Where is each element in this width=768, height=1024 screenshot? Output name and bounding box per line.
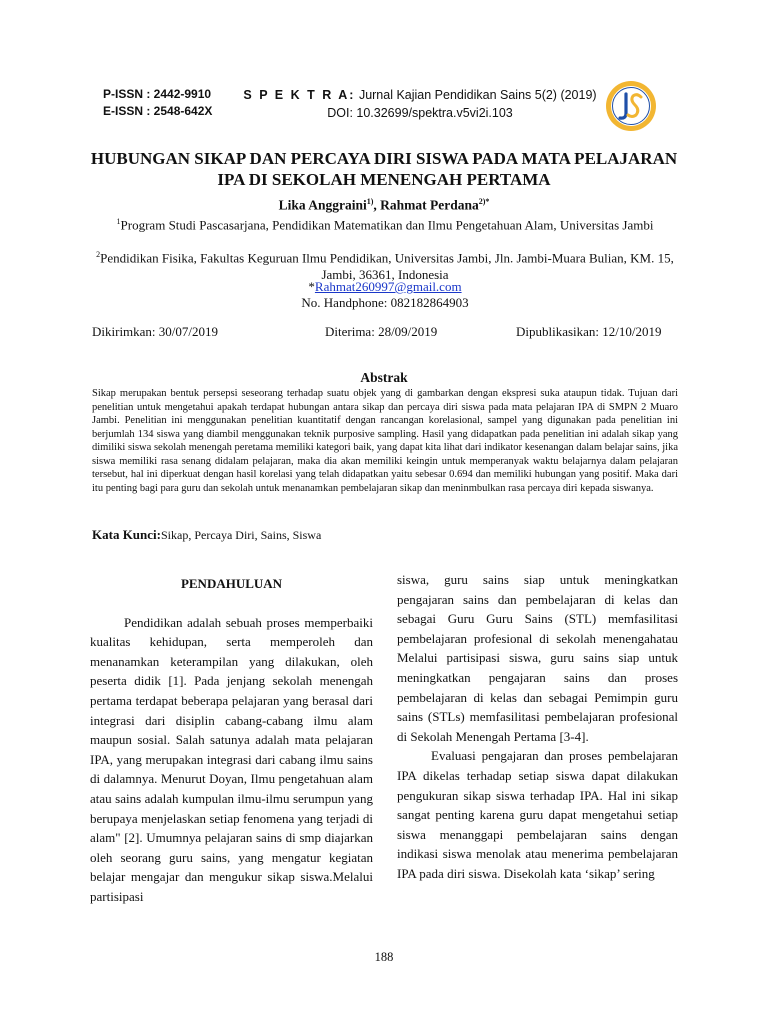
right-paragraph-2: Evaluasi pengajaran dan proses pembelajaran IPA dikelas terhadap setiap siswa dapat dilakukan pengukuran sikap siswa terhadap IPA. Hal ini sikap sangat penting karena guru dapat mengetahui setiap siswa menanggapi pembelajaran sains dengan indikasi siswa menolak atau menerima pembelajaran IPA pada diri siswa. Disekolah kata ‘sikap’ sering [397, 748, 678, 881]
journal-brand: S P E K T R A: [243, 88, 356, 102]
email-line [92, 279, 678, 296]
abstract-text: Sikap merupakan bentuk persepsi seseorang terhadap suatu objek yang di gambarkan dengan ekspresi suka ataupun tidak. Tujuan dari penelitian untuk mengetahui apakah terdapat hubungan antara sikap dan percaya diri siswa pada mata pelajaran IPA di SMPN 2 Muaro Jambi. Penelitian ini menggunakan penelitian kuantitatif dengan rancangan korelasional, sampel yang digunakan pada penelitian ini berjumlah 134 siswa yang diambil menggunakan teknik purposive sampling. Hasil yang didapatkan pada penelitian ini adalah sikap yang dimiliki siswa sekolah menengah peretama memiliki kategori baik, yang dapat kita lihat dari indikator kesenangan dalam belajar sains, jika siswa memiliki rasa senang didalam pelajaran, maka dia akan memiliki keingin untuk memperanyak waktu belajarnya dalam pelajaran tersebut, hal ini diperkuat dengan hasil korelasi yang telah didapatkan yaitu sebesar 0.694 dan memiliki hubungan yang positif. Maka dari itu penting bagi para guru dan sekolah untuk menanamkan pembelajaran sikap dan meninmbulkan rasa percaya diri kepada siswanya. [92, 388, 678, 494]
right-column [397, 570, 678, 884]
affiliation-1 [92, 214, 678, 234]
left-column [90, 570, 373, 907]
author-1: Lika Anggraini [278, 197, 367, 213]
right-paragraph-1: siswa, guru sains siap untuk meningkatkan pengajaran sains dan pembelajaran di kelas dan sebagai Guru Guru Sains (STL) memfasilitasi pembelajaran profesional di sekolah menengahatau Melalui partisipasi siswa, guru sains siap untuk meningkatkan pengajaran sains dan proses pembelajaran di kelas dan sebagai Pemimpin guru sains (STLs) memfasilitasi pembelajaran profesional di Sekolah Menengah Pertama [3-4]. [397, 572, 678, 744]
keywords [92, 527, 321, 543]
aff2-sup: 2 [96, 250, 101, 259]
authors [90, 197, 678, 214]
aff2-text: Pendidikan Fisika, Fakultas Keguruan Ilmu Pendidikan, Universitas Jambi, Jln. Jambi-Muara Bulian, KM. 15, Jambi, 36361, Indonesia [100, 250, 674, 282]
date-published: Dipublikasikan: 12/10/2019 [516, 324, 662, 339]
author-sep: , [373, 197, 381, 213]
journal-name: Jurnal Kajian Pendidikan Sains 5(2) (2019) [358, 88, 597, 102]
keywords-label: Kata Kunci: [92, 527, 161, 542]
issn-block [103, 86, 212, 120]
abstract-heading: Abstrak [360, 370, 408, 385]
author-2: Rahmat Perdana [380, 197, 479, 213]
pissn: P-ISSN : 2442-9910 [103, 87, 212, 101]
aff1-sup: 1 [116, 217, 121, 226]
paper-title: HUBUNGAN SIKAP DAN PERCAYA DIRI SISWA PADA MATA PELAJARAN IPA DI SEKOLAH MENENGAH PERTAMA [90, 149, 678, 189]
doi: DOI: 10.32699/spektra.v5vi2i.103 [327, 106, 513, 120]
author-2-sup: 2)* [478, 197, 490, 206]
keywords-list: Sikap, Percaya Diri, Sains, Siswa [160, 528, 322, 542]
eissn: E-ISSN : 2548-642X [103, 104, 213, 118]
left-paragraph: Pendidikan adalah sebuah proses memperbaiki kualitas kehidupan, serta memperoleh dan menanamkan keterampilan yang dilakukan, oleh peserta didik [1]. Pada jenjang sekolah menengah pertama terdapat beberapa pelajaran yang berasal dari integrasi dari disiplin cabang-cabang ilmu alam maupun sosial. Salah satunya adalah mata pelajaran IPA, yang merupakan integrasi dari cabang ilmu sains di dalamnya. Menurut Doyan, Ilmu pengetahuan alam atau sains adalah kumpulan ilmu-ilmu serumpun yang berupaya menjelaskan setiap fenomena yang terjadi di alam" [2]. Umumnya pelajaran sains di smp diajarkan oleh seorang guru sains, yang mengatur kegiatan belajar mengajar dan mengukur sikap siswa.Melalui partisipasi [90, 614, 373, 904]
phone-line: No. Handphone: 082182864903 [301, 295, 469, 310]
page-number: 188 [374, 950, 394, 964]
date-submitted: Dikirimkan: 30/07/2019 [92, 324, 219, 339]
section-heading: PENDAHULUAN [180, 576, 283, 591]
author-1-sup: 1) [366, 197, 374, 206]
journal-logo-icon [605, 80, 657, 132]
date-accepted: Diterima: 28/09/2019 [325, 324, 438, 339]
affiliation-2 [92, 247, 678, 283]
email-prefix: * [308, 279, 315, 294]
journal-info [230, 86, 610, 122]
email-link[interactable]: Rahmat260997@gmail.com [314, 279, 462, 294]
aff1-text: Program Studi Pascasarjana, Pendidikan Matematikan dan Ilmu Pengetahuan Alam, Universitas Jambi [120, 217, 654, 233]
